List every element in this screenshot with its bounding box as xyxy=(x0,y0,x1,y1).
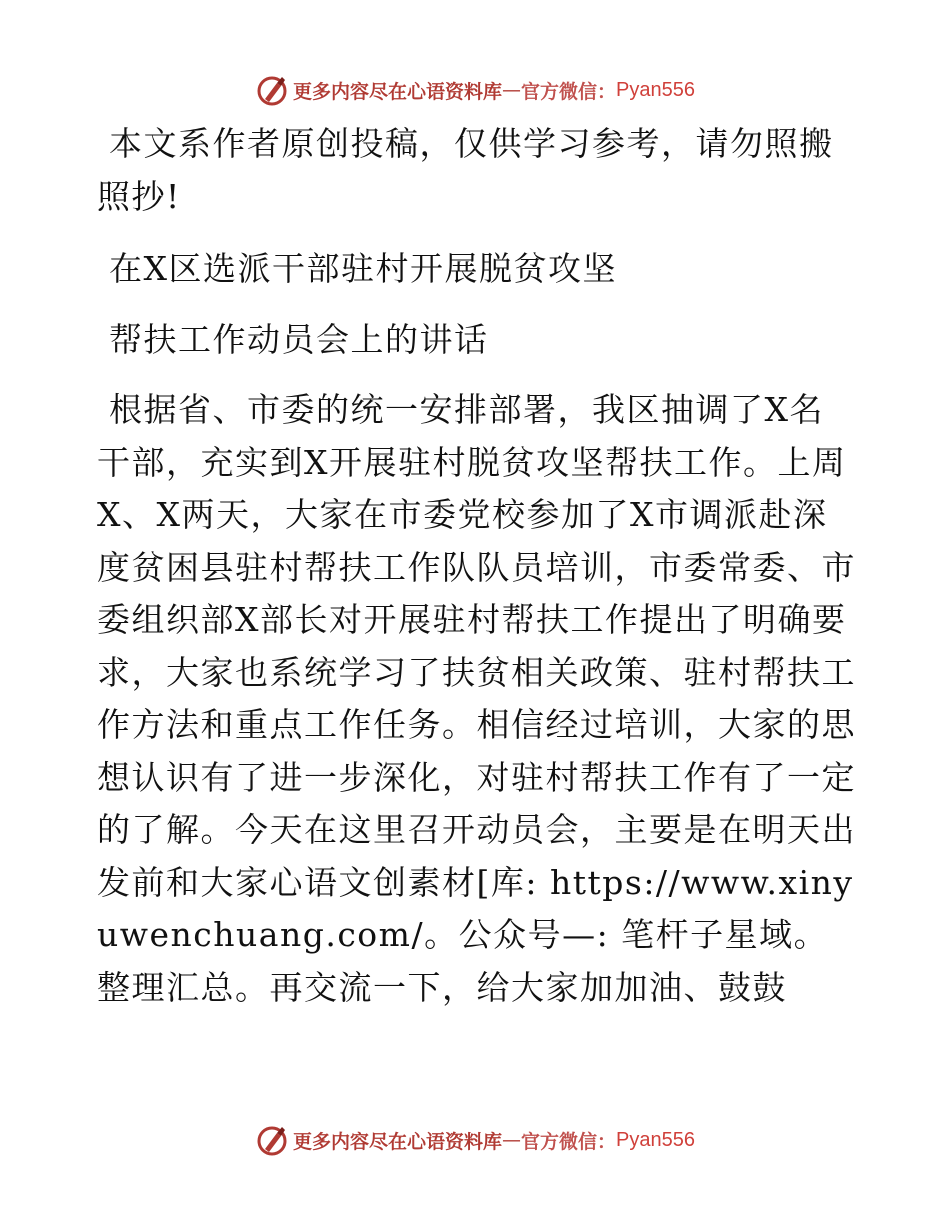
document-body xyxy=(97,118,857,1034)
header-banner xyxy=(0,70,950,110)
banner-wechat-id: Pyan556 xyxy=(616,78,695,101)
notice-paragraph: 本文系作者原创投稿，仅供学习参考，请勿照搬照抄! xyxy=(97,124,834,216)
banner-dash: — xyxy=(502,79,522,101)
pen-logo-icon xyxy=(255,73,289,107)
document-title-line1: 在X区选派干部驻村开展脱贫攻坚 xyxy=(109,249,617,288)
pen-logo-icon xyxy=(255,1123,289,1157)
banner-wechat-label: 官方微信： xyxy=(521,80,617,103)
banner-dash: — xyxy=(502,1129,522,1151)
banner-wechat-label: 官方微信： xyxy=(521,1130,617,1153)
document-title-line2: 帮扶工作动员会上的讲话 xyxy=(109,319,489,359)
banner-text: 更多内容尽在心语资料库 xyxy=(293,80,503,103)
banner-text: 更多内容尽在心语资料库 xyxy=(293,1130,503,1153)
body-paragraph: 根据省、市委的统一安排部署，我区抽调了X名干部，充实到X开展驻村脱贫攻坚帮扶工作。上周X、X两天，大家在市委党校参加了X市调派赴深度贫困县驻村帮扶工作队队员培训，市委常委、市委组织部X部长对开展驻村帮扶工作提出了明确要求，大家也系统学习了扶贫相关政策、驻村帮扶工作方法和重点工作任务。相信经过培训，大家的思想认识有了进一步深化，对驻村帮扶工作有了一定的了解。今天在这里召开动员会，主要是在明天出发前和大家心语文创素材[库: https://www.xinyuwenchuang.com/。公众号—: 笔杆子星域。整理汇总。再交流一下，给大家加加油、鼓鼓 xyxy=(97,390,856,1007)
banner-wechat-id: Pyan556 xyxy=(616,1128,695,1151)
footer-banner xyxy=(0,1120,950,1160)
